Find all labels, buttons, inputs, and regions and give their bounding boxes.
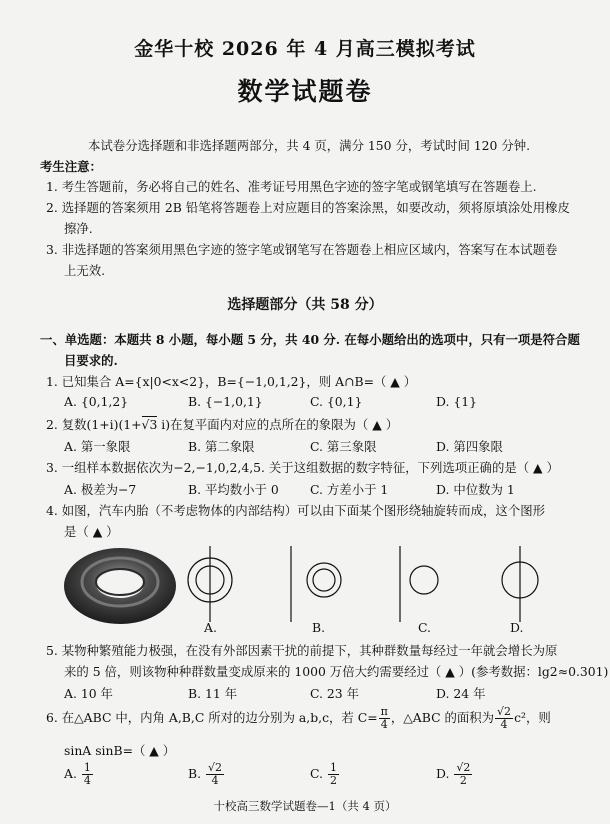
q3-option-d: D. 中位数为 1 — [436, 482, 515, 497]
figure-b-inner-circle — [313, 569, 335, 591]
q2-stem-pre: 2. 复数(1+i)(1+ — [46, 417, 142, 432]
q6-fraction-c — [379, 706, 390, 731]
notice-item-2-cont: 擦净. — [64, 221, 93, 236]
q6-option-d-fraction — [454, 762, 472, 787]
q6-option-a-label: A. — [64, 766, 77, 781]
q2-option-d: D. 第四象限 — [436, 439, 503, 454]
figure-label-d: D. — [510, 620, 524, 635]
q6-stem-cont: sinA sinB=（ ▲ ） — [64, 743, 176, 758]
figure-label-a: A. — [204, 620, 217, 635]
q6-stem-pre: 6. 在△ABC 中，内角 A,B,C 所对的边分别为 a,b,c，若 C= — [46, 710, 378, 725]
q6-option-b — [188, 762, 225, 787]
q1-option-b: B. {−1,0,1} — [188, 394, 263, 409]
notice-item-3-cont: 上无效. — [64, 263, 106, 278]
q5-option-d: D. 24 年 — [436, 686, 486, 701]
q6-option-a-den: 4 — [83, 774, 91, 787]
figure-c-circle — [410, 566, 438, 594]
exam-title: 金华十校 2026 年 4 月高三模拟考试 — [134, 38, 476, 60]
q3-option-c: C. 方差小于 1 — [310, 482, 389, 497]
q6-c-numerator: π — [380, 705, 388, 718]
q1-option-d: D. {1} — [436, 394, 478, 409]
q2-option-c: C. 第三象限 — [310, 439, 377, 454]
tube-hole — [96, 570, 144, 598]
q5-stem: 5. 某物种繁殖能力极强，在没有外部因素干扰的前提下，其种群数量每经过一年就会增长为原 — [46, 643, 558, 658]
q6-area-denominator: 4 — [500, 718, 508, 731]
q5-option-a: A. 10 年 — [64, 686, 113, 701]
q1-option-c: C. {0,1} — [310, 394, 363, 409]
q2-option-a: A. 第一象限 — [64, 439, 131, 454]
q6-option-c-label: C. — [310, 766, 323, 781]
q6-option-a-fraction — [82, 762, 93, 787]
q4-stem-cont: 是（ ▲ ） — [64, 524, 119, 539]
q1-stem: 1. 已知集合 A={x|0<x<2}，B={−1,0,1,2}，则 A∩B=（ ▲ ） — [46, 374, 417, 389]
q6-option-b-fraction — [206, 762, 224, 787]
page-footer: 十校高三数学试题卷—1（共 4 页） — [213, 799, 397, 813]
q2-stem-sqrt: √3 — [141, 417, 158, 432]
notice-item-1: 1. 考生答题前，务必将自己的姓名、准考证号用黑色字迹的签字笔或钢笔填写在答题卷上. — [46, 179, 537, 194]
part1-heading-cont: 目要求的. — [64, 353, 118, 368]
notice-heading: 考生注意： — [40, 159, 102, 174]
q2-option-b: B. 第二象限 — [188, 439, 255, 454]
exam-subtitle: 数学试题卷 — [237, 77, 373, 106]
section-title: 选择题部分（共 58 分） — [227, 297, 383, 313]
q6-option-d — [436, 762, 473, 787]
q3-stem: 3. 一组样本数据依次为−2,−1,0,2,4,5. 关于这组数据的数字特征，下列选项正确的是（ ▲ ） — [46, 460, 559, 475]
q1-option-a: A. {0,1,2} — [64, 394, 129, 409]
figure-c — [398, 546, 448, 622]
figure-b — [288, 546, 360, 622]
q6-option-c-fraction — [328, 762, 339, 787]
q6-option-b-num: √2 — [208, 761, 223, 774]
figure-label-c: C. — [418, 620, 431, 635]
q6-option-d-den: 2 — [459, 774, 467, 787]
notice-item-2: 2. 选择题的答案须用 2B 铅笔将答题卷上对应题目的答案涂黑，如要改动，须将原填涂处用橡皮 — [46, 200, 570, 215]
q6-stem-post: c²，则 — [514, 710, 551, 725]
notice-item-3: 3. 非选择题的答案须用黑色字迹的签字笔或钢笔写在答题卷上相应区域内，答案写在本试题卷 — [46, 242, 558, 257]
q4-stem: 4. 如图，汽车内胎（不考虑物体的内部结构）可以由下面某个图形绕轴旋转而成，这个图形 — [46, 503, 545, 518]
q5-option-c: C. 23 年 — [310, 686, 360, 701]
q3-option-a: A. 极差为−7 — [64, 482, 137, 497]
q6-option-c-num: 1 — [329, 761, 337, 774]
q6-stem — [46, 706, 551, 731]
q6-option-a-num: 1 — [83, 761, 91, 774]
q2-stem-post: i)在复平面内对应的点所在的象限为（ ▲ ） — [157, 417, 399, 432]
figure-d — [490, 546, 550, 622]
q6-option-d-num: √2 — [456, 761, 471, 774]
q6-option-d-label: D. — [436, 766, 450, 781]
inner-tube-image — [60, 544, 180, 626]
part1-heading: 一、单选题：本题共 8 小题，每小题 5 分，共 40 分. 在每小题给出的选项中，只有一项是符合题 — [40, 332, 580, 347]
q6-option-c-den: 2 — [329, 774, 337, 787]
q5-option-b: B. 11 年 — [188, 686, 238, 701]
intro-text: 本试卷分选择题和非选择题两部分，共 4 页，满分 150 分，考试时间 120 分钟. — [88, 138, 531, 153]
q5-stem-cont: 来的 5 倍，则该物种种群数量变成原来的 1000 万倍大约需要经过（ ▲ ）(参考数据：lg2≈0.301) — [64, 664, 609, 679]
q2-stem — [46, 415, 398, 433]
q6-c-denominator: 4 — [380, 718, 388, 731]
q6-option-b-den: 4 — [211, 774, 219, 787]
q6-area-numerator: √2 — [497, 705, 512, 718]
figure-label-b: B. — [312, 620, 326, 635]
q6-stem-mid: ，△ABC 的面积为 — [390, 710, 495, 725]
q6-option-b-label: B. — [188, 766, 202, 781]
figure-b-outer-circle — [307, 563, 341, 597]
q6-option-a — [64, 762, 94, 787]
figure-a — [180, 546, 240, 622]
q6-option-c — [310, 762, 340, 787]
q6-fraction-area — [495, 706, 513, 731]
q3-option-b: B. 平均数小于 0 — [188, 482, 279, 497]
